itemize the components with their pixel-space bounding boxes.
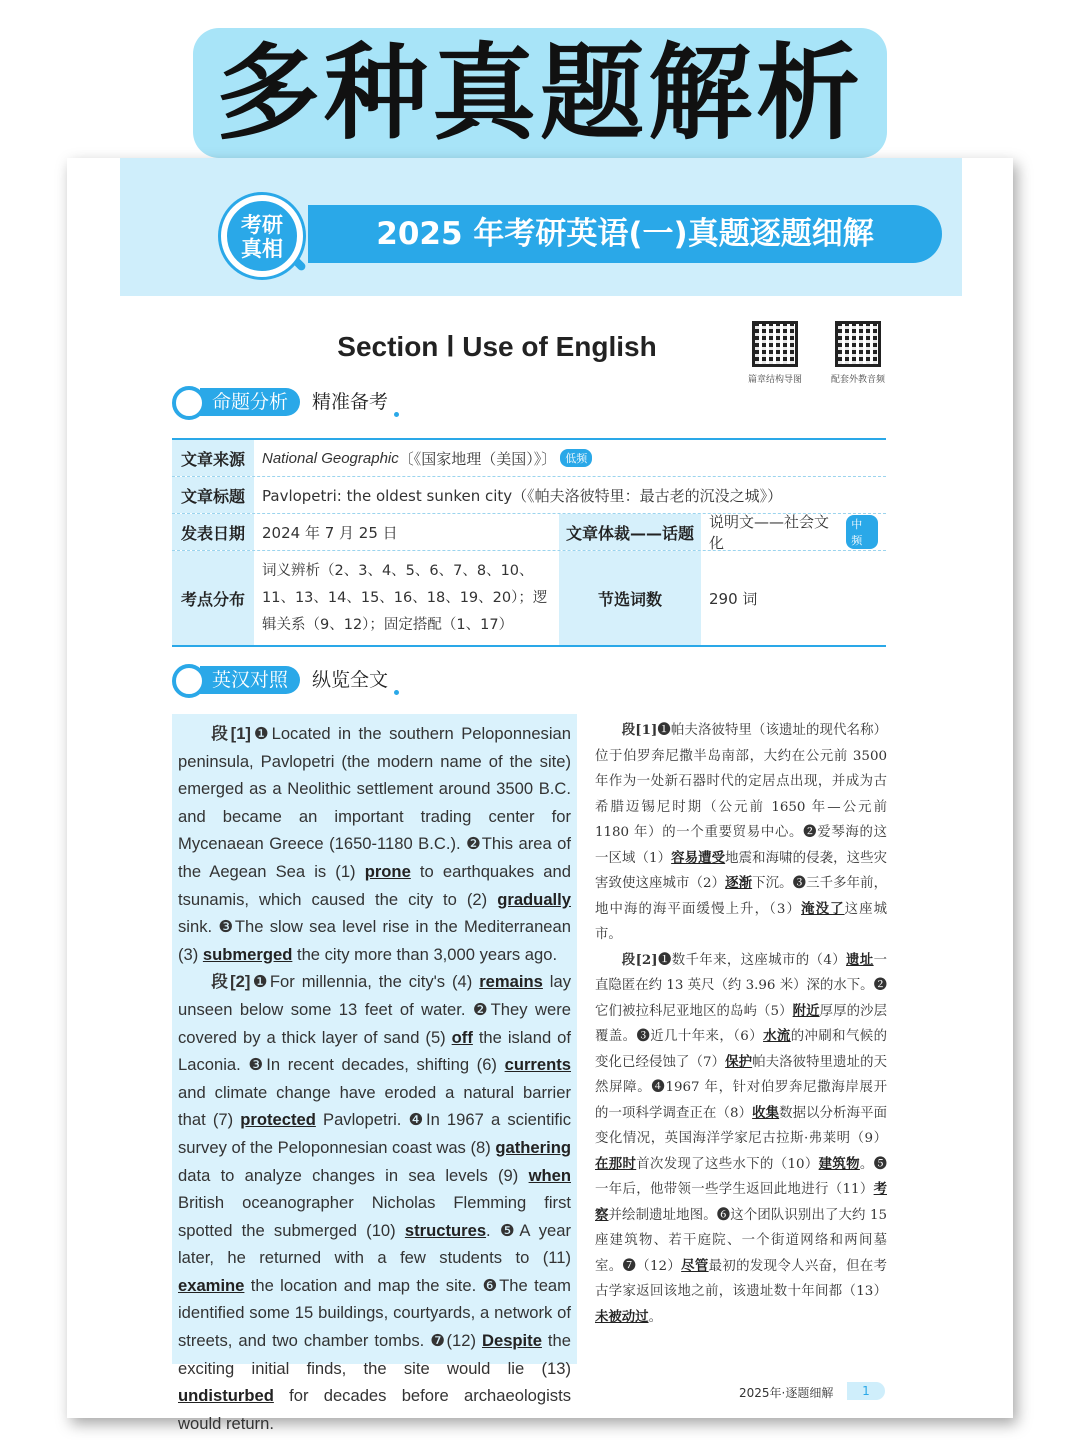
passage-text: ❶Located in the southern Peloponnesian peninsula, Pavlopetri (the modern name of the site) emerged as a Neolithic settlement around 3500 B.C. and became an important trading center for Mycenaean Greece (1650-1180 B.C.). ❷This area of the Aegean Sea is (1) [178, 724, 571, 881]
answer-word: 收集 [752, 1104, 780, 1121]
answer-word: gradually [497, 889, 571, 909]
answer-word: structures [404, 1220, 487, 1240]
banner-title: 多种真题解析 [215, 32, 864, 154]
passage-text: ❶数千年来，这座城市的（4） [657, 952, 847, 968]
frequency-badge: 中频 [846, 515, 878, 549]
passage-text: 一直隐匿在约 13 英尺（约 3.96 米）深的水下。❷它们被拉科尼亚地区的岛屿（5） [595, 952, 887, 1019]
tag-label: 英汉对照 [200, 666, 300, 694]
passage-text: 地震和海啸的侵袭，这些灾害致使这座城市（2） [595, 850, 887, 891]
section-title: Section Ⅰ Use of English [337, 331, 657, 362]
date-value: 2024 年 7 月 25 日 [262, 523, 398, 542]
source-value [254, 440, 886, 476]
passage-text: 。 [648, 1309, 662, 1325]
qr-code-icon[interactable] [752, 321, 798, 367]
paragraph-number: 段[1] [211, 724, 251, 743]
answer-word: remains [479, 972, 543, 992]
info-table [172, 438, 886, 647]
answer-word: 容易遭受 [671, 849, 726, 866]
genre-label: 文章体裁——话题 [559, 514, 701, 550]
passage-text: lay unseen below some 13 feet of water. ❷They were covered by a thick layer of sand (5) [178, 972, 572, 1047]
passage-text: Pavlopetri. ❹In 1967 a scientific survey of the Peloponnesian coast was (8) [178, 1110, 571, 1157]
passage-text: 并绘制遗址地图。❻这个团队识别出了大约 15 座建筑物、若干庭院、一个街道网络和两间墓室。❼（12） [595, 1207, 888, 1274]
table-row [172, 514, 886, 551]
passage-text: 厚厚的沙层覆盖。❸近几十年来，（6） [595, 1003, 887, 1044]
points-value: 词义辨析（2、3、4、5、6、7、8、10、11、13、14、15、16、18、19、20）；逻辑关系（9、12）；固定搭配（1、17） [262, 562, 548, 633]
passage-text: for decades before archaeologists would return. [178, 1386, 571, 1433]
answer-word: 保护 [725, 1053, 753, 1070]
paragraph-number: 段[2] [621, 951, 658, 968]
footer-text: 2025年·逐题细解 [739, 1386, 834, 1400]
answer-word: undisturbed [178, 1386, 274, 1406]
tag-subtitle: 纵览全文 [312, 669, 389, 691]
document-page [67, 158, 1013, 1433]
answer-word: 附近 [792, 1002, 820, 1019]
answer-word: 尽管 [681, 1257, 709, 1274]
header-band [120, 158, 962, 296]
passage-text: . ❺A year later, he returned with a few students to (11) [178, 1220, 572, 1268]
answer-word: gathering [495, 1137, 571, 1157]
words-value: 290 词 [709, 589, 758, 608]
words-label: 节选词数 [559, 551, 701, 645]
passage-text: sink. ❸The slow sea level rise in the Mediterranean (3) [178, 917, 571, 964]
passage-text: and climate change have eroded a natural barrier that (7) [178, 1082, 571, 1130]
english-passage-box [172, 714, 577, 1433]
points-label: 考点分布 [172, 551, 254, 645]
passage-text: 首次发现了这些水下的（10） [636, 1156, 819, 1172]
answer-word: 淹没了 [801, 900, 845, 917]
tag-subtitle: 精准备考 [312, 391, 389, 413]
answer-word: when [528, 1165, 571, 1185]
frequency-badge: 低频 [560, 449, 592, 467]
english-passage [178, 720, 571, 1437]
logo-magnifier-icon [221, 195, 303, 277]
passage-text: 下沉。❸三千多年前，地中海的海平面缓慢上升，（3） [595, 876, 888, 917]
passage-text: 最初的发现令人兴奋，但在考古学家返回该地之前，该遗址数十年间都（13） [595, 1258, 888, 1299]
date-label: 发表日期 [172, 514, 254, 550]
tag-label: 命题分析 [200, 388, 300, 416]
passage-text: the exciting initial finds, the site would lie (13) [178, 1331, 571, 1378]
passage-text: 数据以分析海平面变化情况，英国海洋学家尼古拉斯·弗莱明（9） [595, 1105, 888, 1146]
passage-text: British oceanographer Nicholas Flemming first spotted the submerged (10) [178, 1193, 571, 1240]
source-italic: National Geographic [262, 449, 399, 467]
answer-word: examine [178, 1275, 245, 1295]
answer-word: 在那时 [595, 1155, 637, 1172]
source-label: 文章来源 [172, 440, 254, 476]
magnifier-icon [172, 386, 206, 420]
passage-text: ❶For millennia, the city's (4) [250, 972, 480, 992]
answer-word: 遗址 [846, 951, 874, 968]
header-title-bar [308, 205, 942, 263]
table-row [172, 551, 886, 645]
page-number: 1 [847, 1382, 885, 1400]
answer-word: protected [240, 1110, 316, 1130]
qr-caption: 配套外教音频 [830, 375, 885, 385]
source-rest: 〔《国家地理（美国）》〕 [398, 449, 557, 468]
passage-text: 帕夫洛彼特里遗址的天然屏障。❹1967 年，针对伯罗奔尼撒海岸展开的一项科学调查正在（8） [595, 1054, 888, 1121]
passage-text: data to analyze changes in sea levels (9) [178, 1165, 529, 1185]
header-title: 2025 年考研英语(一)真题逐题细解 [376, 216, 874, 252]
paragraph-number: 段[2] [211, 972, 251, 992]
answer-word: 逐渐 [725, 875, 753, 891]
paragraph [178, 720, 571, 968]
genre-text: 说明文——社会文化 [709, 513, 830, 552]
genre-value [701, 514, 886, 550]
answer-word: off [451, 1027, 473, 1047]
paragraph [595, 718, 887, 948]
title-value: Pavlopetri: the oldest sunken city（《帕夫洛彼特里：最古老的沉没之城》） [262, 486, 783, 505]
answer-word: currents [504, 1055, 571, 1075]
passage-text: ❶帕夫洛彼特里（该遗址的现代名称）位于伯罗奔尼撒半岛南部，大约在公元前 3500 年作为一处新石器时代的定居点出现，并成为古希腊迈锡尼时期（公元前 1650 年—公元前 1180 年）的一个重要贸易中心。❷爱琴海的这一区域（1） [595, 723, 887, 866]
passage-text: 这座城市。 [595, 901, 888, 942]
answer-word: submerged [202, 944, 293, 964]
qr-code-icon[interactable] [835, 321, 881, 367]
passage-text: the location and map the site. ❻The team identified some 15 buildings, courtyards, a network of streets, and two chamber tombs. ❼(12) [178, 1275, 571, 1351]
paragraph [178, 968, 571, 1437]
passage-text: to earthquakes and tsunamis, which caused the city to (2) [178, 861, 571, 909]
answer-word: 考察 [595, 1181, 887, 1223]
chinese-translation [595, 718, 887, 1330]
paragraph [595, 948, 887, 1331]
passage-text: the island of Laconia. ❸In recent decades, shifting (6) [178, 1027, 572, 1075]
passage-text: 。❺一年后，他带领一些学生返回此地进行（11） [595, 1156, 888, 1197]
dot-icon [394, 690, 399, 695]
logo-text: 考研 真相 [241, 213, 283, 261]
answer-word: 水流 [763, 1028, 791, 1044]
top-banner [193, 28, 887, 158]
table-row [172, 477, 886, 514]
title-label: 文章标题 [172, 477, 254, 513]
answer-word: prone [364, 861, 411, 881]
passage-text: 的冲刷和气候的变化已经侵蚀了（7） [595, 1029, 887, 1070]
magnifier-icon [172, 664, 206, 698]
dot-icon [394, 412, 399, 417]
table-row [172, 440, 886, 477]
qr-caption: 篇章结构导图 [747, 375, 802, 385]
answer-word: 建筑物 [818, 1155, 860, 1172]
paragraph-number: 段[1] [621, 722, 658, 738]
answer-word: 未被动过 [595, 1308, 649, 1325]
answer-word: Despite [481, 1331, 542, 1351]
passage-text: the city more than 3,000 years ago. [292, 944, 558, 964]
